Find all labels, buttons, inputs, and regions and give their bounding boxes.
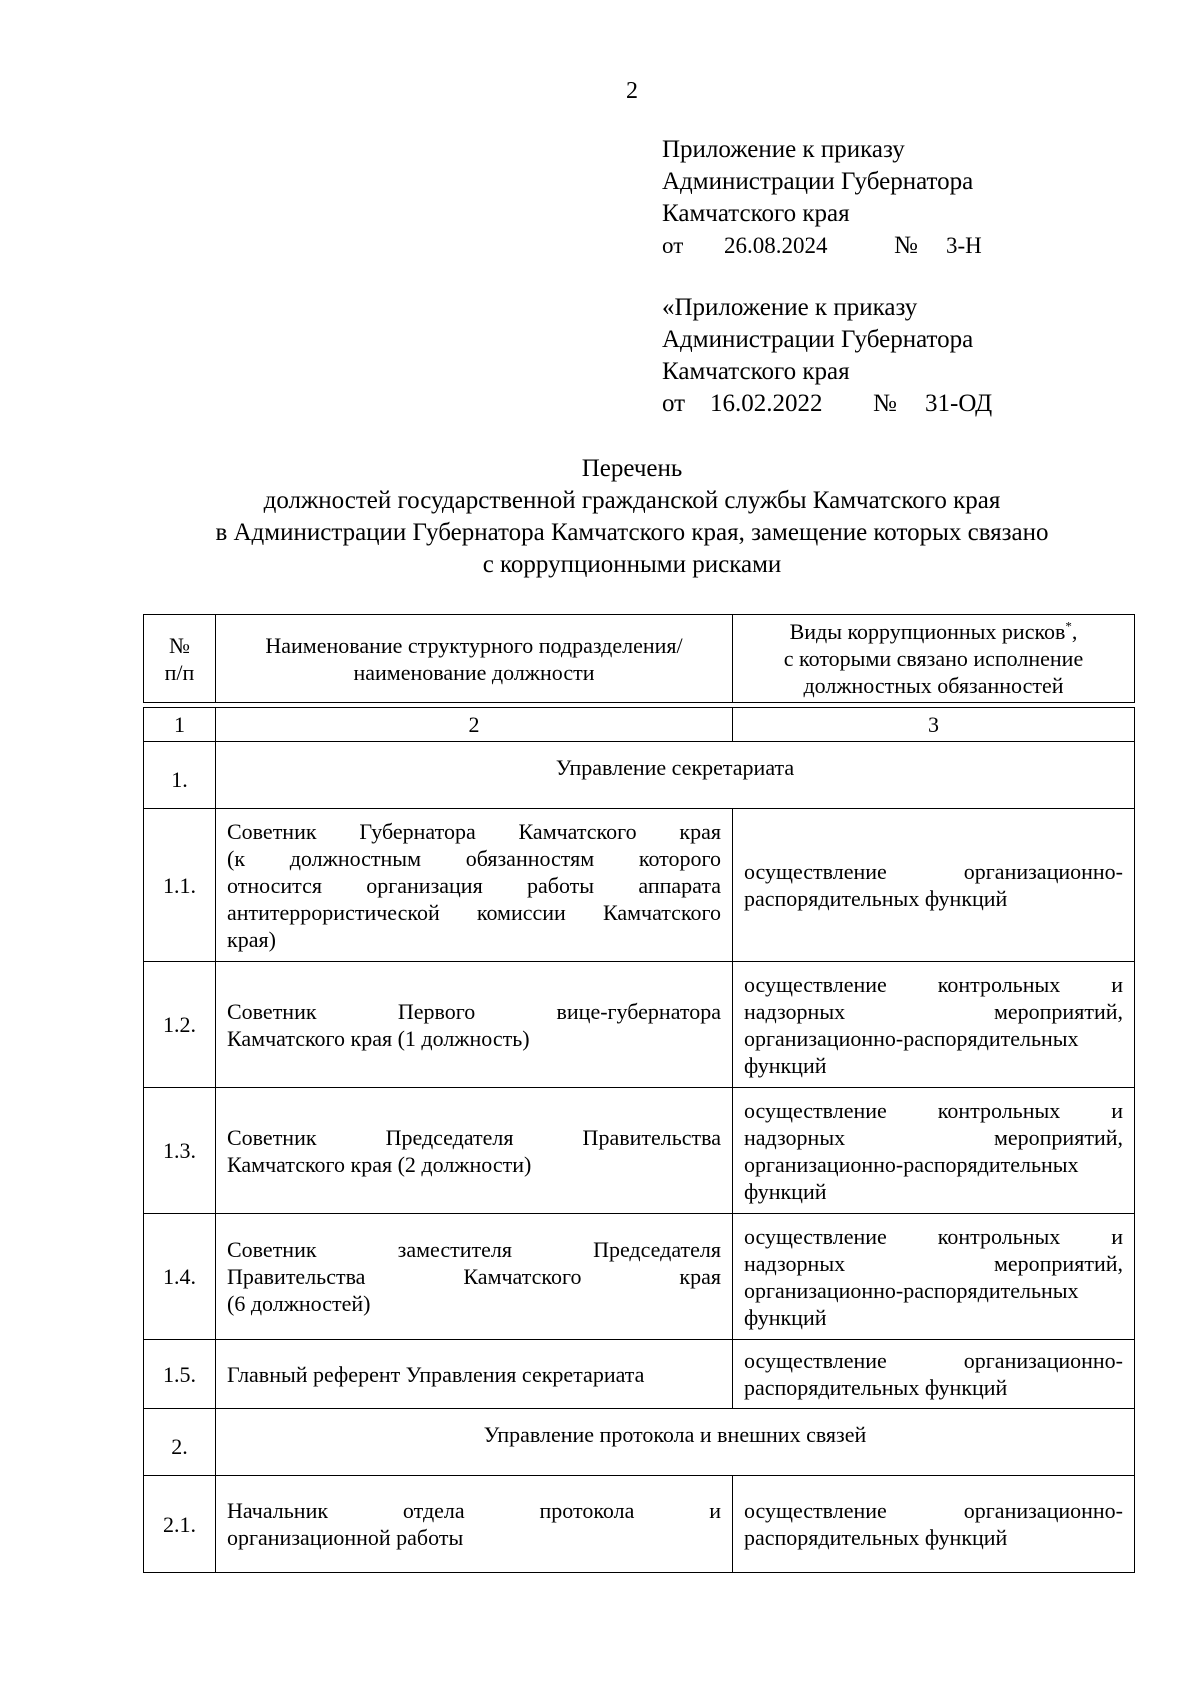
risk-cell <box>733 809 1135 962</box>
positions-table <box>143 614 1134 1573</box>
header-risks-comma: , <box>1071 619 1078 644</box>
position-cell <box>216 1214 733 1340</box>
header-risks-line <box>741 618 1126 645</box>
position-line: организационной работы <box>227 1525 464 1550</box>
risk-line: надзорных мероприятий, <box>744 1124 1123 1150</box>
header-name-line: наименование должности <box>353 659 595 685</box>
risk-line: функций <box>744 1304 827 1330</box>
column-index: 3 <box>733 708 1135 742</box>
number-sign: № <box>894 232 918 259</box>
row-number: 1. <box>144 742 216 809</box>
document-title <box>140 453 1124 581</box>
risk-line: осуществление контрольных и <box>744 971 1123 997</box>
row-number: 1.2. <box>144 962 216 1088</box>
title-line: с коррупционными рисками <box>482 551 782 578</box>
risk-line: осуществление организационно- <box>744 859 1123 884</box>
header-name-line: Наименование структурного подразделения/ <box>265 632 683 658</box>
attachment-current <box>662 134 982 262</box>
title-line: в Администрации Губернатора Камчатского края, замещение которых связано <box>215 519 1049 546</box>
position-cell <box>216 962 733 1088</box>
column-index: 1 <box>144 708 216 742</box>
title-heading: Перечень <box>581 455 683 482</box>
risk-cell <box>733 1340 1135 1409</box>
risk-cell <box>733 1088 1135 1214</box>
header-risks-text: Виды коррупционных рисков <box>789 619 1066 644</box>
risk-line: организационно-распорядительных <box>744 1025 1079 1051</box>
table-row <box>144 1214 1135 1340</box>
position-cell <box>216 1476 733 1573</box>
row-number: 1.3. <box>144 1088 216 1214</box>
column-index: 2 <box>216 708 733 742</box>
section-title: Управление протокола и внешних связей <box>216 1409 1135 1476</box>
position-line: относится организация работы аппарата <box>227 872 721 898</box>
risk-line: надзорных мероприятий, <box>744 998 1123 1024</box>
footnote-mark: * <box>1065 618 1072 634</box>
attachment-line: Камчатского края <box>662 200 850 227</box>
attachment-date: 26.08.2024 <box>724 233 828 258</box>
date-prefix: от <box>662 390 686 417</box>
title-line: должностей государственной гражданской службы Камчатского края <box>263 487 1001 514</box>
row-number: 1.4. <box>144 1214 216 1340</box>
position-line: Советник Губернатора Камчатского края <box>227 818 721 844</box>
position-cell <box>216 1340 733 1409</box>
header-name <box>216 615 733 703</box>
attachment-date: 16.02.2022 <box>710 390 823 417</box>
position-cell <box>216 809 733 962</box>
risk-line: осуществление контрольных и <box>744 1097 1123 1123</box>
risk-line: функций <box>744 1052 827 1078</box>
page-number: 2 <box>626 78 638 104</box>
risk-cell <box>733 1214 1135 1340</box>
risk-line: распорядительных функций <box>744 1375 1008 1400</box>
table-row <box>144 1088 1135 1214</box>
position-line: края) <box>227 926 276 952</box>
position-line: Камчатского края (1 должность) <box>227 1025 530 1051</box>
position-line: Правительства Камчатского края <box>227 1264 721 1289</box>
position-line: Начальник отдела протокола и <box>227 1498 721 1523</box>
header-risks-line: должностных обязанностей <box>803 673 1064 698</box>
risk-line: организационно-распорядительных <box>744 1277 1079 1303</box>
section-row <box>144 742 1135 809</box>
table-header-row <box>144 615 1135 703</box>
header-risks-line: с которыми связано исполнение <box>783 646 1084 671</box>
position-line: (6 должностей) <box>227 1291 371 1316</box>
attachment-line: Администрации Губернатора <box>662 326 974 353</box>
number-sign: № <box>873 390 897 417</box>
table-row <box>144 1476 1135 1573</box>
row-number: 1.1. <box>144 809 216 962</box>
risk-cell <box>733 962 1135 1088</box>
attachment-number: 3-Н <box>946 233 982 258</box>
risk-line: осуществление организационно- <box>744 1498 1123 1523</box>
attachment-original <box>662 292 992 420</box>
header-number-line: п/п <box>164 659 195 685</box>
position-line: Советник Председателя Правительства <box>227 1124 721 1150</box>
position-line: Советник Первого вице-губернатора <box>227 998 721 1024</box>
risk-line: надзорных мероприятий, <box>744 1250 1123 1276</box>
date-prefix: от <box>662 233 684 258</box>
row-number: 2.1. <box>144 1476 216 1573</box>
header-number <box>144 615 216 703</box>
attachment-line: Администрации Губернатора <box>662 168 974 195</box>
position-line: Камчатского края (2 должности) <box>227 1151 532 1177</box>
column-index-row <box>144 708 1135 742</box>
attachment-date-line <box>662 230 982 262</box>
position-line: антитеррористической комиссии Камчатского <box>227 899 721 925</box>
risk-line: распорядительных функций <box>744 886 1008 911</box>
risk-line: распорядительных функций <box>744 1525 1008 1550</box>
attachment-number: 31-ОД <box>925 390 993 417</box>
risk-line: организационно-распорядительных <box>744 1151 1079 1177</box>
header-risks <box>733 615 1135 703</box>
risk-line: осуществление организационно- <box>744 1348 1123 1373</box>
table-row <box>144 962 1135 1088</box>
attachment-line: Камчатского края <box>662 358 850 385</box>
position-line: Главный референт Управления секретариата <box>227 1361 645 1387</box>
header-number-line: № <box>169 632 190 658</box>
row-number: 2. <box>144 1409 216 1476</box>
attachment-date-line <box>662 388 992 420</box>
position-line: (к должностным обязанностям которого <box>227 845 721 871</box>
table-row <box>144 809 1135 962</box>
risk-cell <box>733 1476 1135 1573</box>
section-title: Управление секретариата <box>216 742 1135 809</box>
table-row <box>144 1340 1135 1409</box>
position-line: Советник заместителя Председателя <box>227 1237 721 1262</box>
attachment-line: «Приложение к приказу <box>662 294 918 321</box>
section-row <box>144 1409 1135 1476</box>
row-number: 1.5. <box>144 1340 216 1409</box>
risk-line: осуществление контрольных и <box>744 1223 1123 1249</box>
position-cell <box>216 1088 733 1214</box>
attachment-line: Приложение к приказу <box>662 136 905 163</box>
risk-line: функций <box>744 1178 827 1204</box>
